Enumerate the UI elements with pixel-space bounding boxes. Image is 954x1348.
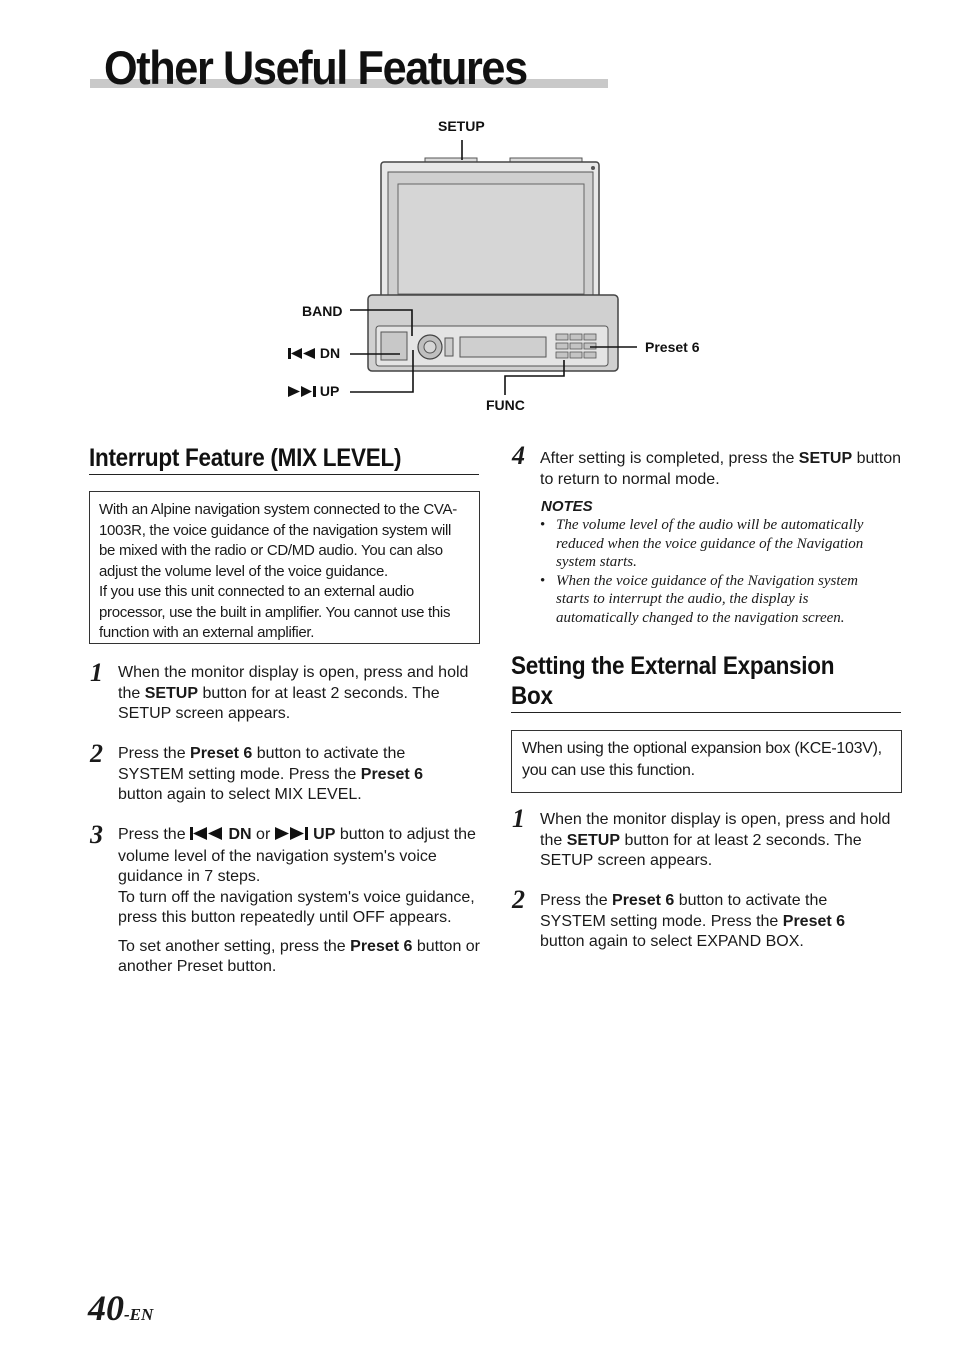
step-text: Press the xyxy=(540,892,613,909)
expansion-info-box xyxy=(511,730,902,793)
step-text: or xyxy=(251,826,275,843)
expansion-heading-rule xyxy=(511,712,901,713)
note-text: The volume level of the audio will be automatically reduced when the voice guidance of the Navigation system starts. xyxy=(556,517,864,571)
step-text: button to activate the SYSTEM setting mode. Press the xyxy=(118,745,406,783)
preset6-button-ref: Preset 6 xyxy=(782,912,846,930)
preset6-button-ref: Preset 6 xyxy=(360,765,424,783)
interrupt-step-4 xyxy=(540,449,902,490)
interrupt-step-3 xyxy=(118,825,480,978)
step-number: 3 xyxy=(90,820,103,849)
note-text: When the voice guidance of the Navigation system starts to interrupt the audio, the display is automatically changed to the navigation screen. xyxy=(556,572,858,626)
preset6-label: Preset 6 xyxy=(645,339,700,355)
step-text: button again to select EXPAND BOX. xyxy=(540,933,804,950)
interrupt-info-box xyxy=(89,491,480,644)
expansion-heading-line1: Setting the External Expansion xyxy=(511,652,835,680)
note-item xyxy=(540,516,885,572)
band-label: BAND xyxy=(302,303,343,319)
interrupt-info-p1: With an Alpine navigation system connected to the CVA-1003R, the voice guidance of the navigation system will be mixed with the radio or CD/MD audio. You can also adjust the volume level of the voice guidance. xyxy=(99,501,457,580)
page-number xyxy=(88,1288,153,1335)
step-text: To set another setting, press the xyxy=(118,937,351,955)
page-number-value: 40 xyxy=(88,1288,124,1328)
step-text: button to adjust the volume level of the navigation system's voice guidance in 7 steps. xyxy=(118,826,476,885)
preset6-button-ref: Preset 6 xyxy=(350,937,413,955)
preset6-button-ref: Preset 6 xyxy=(190,745,253,762)
dn-label xyxy=(288,345,340,362)
step-text: button or another Preset button. xyxy=(118,937,481,975)
expansion-heading-line2: Box xyxy=(511,682,553,710)
interrupt-heading-rule xyxy=(89,474,479,475)
dn-button-ref: DN xyxy=(228,826,252,843)
setup-button-ref: SETUP xyxy=(798,450,853,467)
setup-button-ref: SETUP xyxy=(144,684,199,702)
skip-forward-icon xyxy=(288,384,316,400)
up-button-ref: UP xyxy=(313,826,336,843)
notes-title: NOTES xyxy=(541,498,593,515)
step-text: button to activate the SYSTEM setting mode. Press the xyxy=(540,892,828,930)
interrupt-info-p2: If you use this unit connected to an external audio processor, use the built in amplifier. You cannot use this function with an external amplifier. xyxy=(99,583,451,641)
expansion-step-1 xyxy=(540,810,902,872)
step-number: 4 xyxy=(512,441,525,470)
func-label: FUNC xyxy=(486,397,525,413)
interrupt-heading: Interrupt Feature (MIX LEVEL) xyxy=(89,444,402,472)
page-number-suffix: -EN xyxy=(124,1305,154,1324)
step-text: button for at least 2 seconds. The SETUP screen appears. xyxy=(118,684,440,722)
step-text: When the monitor display is open, press and hold the xyxy=(540,811,891,849)
up-label xyxy=(288,383,339,400)
step-number: 2 xyxy=(512,885,525,914)
step-text: Press the xyxy=(118,826,191,843)
dn-label-text: DN xyxy=(319,345,341,361)
up-label-text: UP xyxy=(319,383,340,399)
step-text: button for at least 2 seconds. The SETUP screen appears. xyxy=(540,831,862,869)
expansion-step-2 xyxy=(540,891,870,953)
step-number: 1 xyxy=(90,658,103,687)
note-item xyxy=(540,572,885,628)
notes-list xyxy=(540,516,885,628)
step-text: Press the xyxy=(118,745,191,762)
interrupt-step-2 xyxy=(118,744,448,806)
page-title: Other Useful Features xyxy=(104,41,527,94)
step-number: 2 xyxy=(90,739,103,768)
expansion-info-text: When using the optional expansion box (KCE-103V), you can use this function. xyxy=(522,740,882,779)
step-text: To turn off the navigation system's voice guidance, press this button repeatedly until OFF appears. xyxy=(118,888,475,926)
skip-back-icon xyxy=(190,826,224,847)
skip-forward-icon xyxy=(275,826,309,847)
setup-label: SETUP xyxy=(438,118,485,134)
device-diagram xyxy=(280,110,720,420)
step-text: After setting is completed, press the xyxy=(540,450,799,467)
step-text: When the monitor display is open, press and hold the xyxy=(118,664,469,702)
step-text: button again to select MIX LEVEL. xyxy=(118,786,362,803)
preset6-button-ref: Preset 6 xyxy=(612,892,675,909)
step-text: button to return to normal mode. xyxy=(540,450,902,488)
setup-button-ref: SETUP xyxy=(566,831,621,849)
bullet: • xyxy=(540,517,546,533)
skip-back-icon xyxy=(288,346,316,362)
step-number: 1 xyxy=(512,804,525,833)
bullet: • xyxy=(540,572,546,589)
interrupt-step-1 xyxy=(118,663,480,725)
expansion-heading xyxy=(511,651,834,711)
head-unit-illustration xyxy=(280,110,720,420)
